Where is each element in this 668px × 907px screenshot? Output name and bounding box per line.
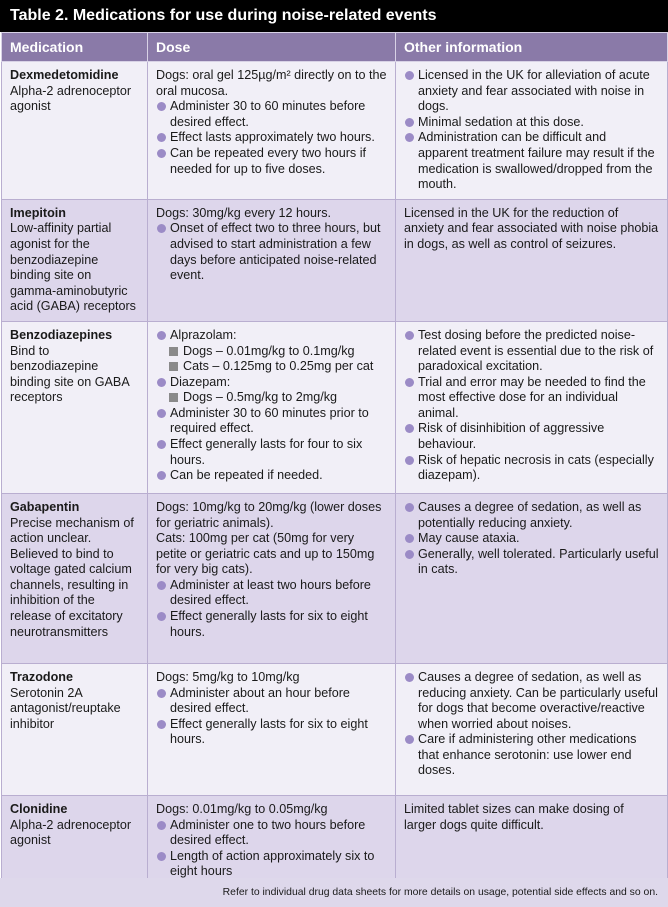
header-medication: Medication xyxy=(2,33,148,62)
bullet-item: Effect lasts approximately two hours. xyxy=(156,130,387,146)
medication-cell xyxy=(2,663,148,795)
info-cell xyxy=(396,493,668,663)
medication-cell xyxy=(2,795,148,886)
header-dose: Dose xyxy=(148,33,396,62)
info-cell xyxy=(396,321,668,493)
bullet-item: Can be repeated if needed. xyxy=(156,468,387,484)
header-row xyxy=(2,33,668,62)
bullet-item: Administer at least two hours before desired effect. xyxy=(156,578,387,609)
header-other-information: Other information xyxy=(396,33,668,62)
bullet-item: Effect generally lasts for six to eight hours. xyxy=(156,717,387,748)
medications-table xyxy=(1,32,668,887)
drug-name: Dexmedetomidine xyxy=(10,68,119,82)
bullet-item: Can be repeated every two hours if needed for up to five doses. xyxy=(156,146,387,177)
drug-mechanism: Alpha-2 adrenoceptor agonist xyxy=(10,83,132,114)
drug-mechanism: Serotonin 2A antagonist/reuptake inhibitor xyxy=(10,685,121,731)
dose-cell xyxy=(148,199,396,321)
bullet-item: Trial and error may be needed to find the most effective dose for an individual animal. xyxy=(404,375,659,422)
drug-mechanism: Bind to benzodiazepine binding site on GABA receptors xyxy=(10,343,130,405)
footer-note: Refer to individual drug data sheets for more details on usage, potential side effects and so on. xyxy=(0,878,668,907)
dose-cell xyxy=(148,62,396,200)
table-row xyxy=(2,795,668,886)
drug-mechanism: Low-affinity partial agonist for the benzodiazepine binding site on gamma-aminobutyric acid (GABA) receptors xyxy=(10,221,136,314)
table-row xyxy=(2,493,668,663)
bullet-item: Alprazolam: xyxy=(156,328,387,344)
dose-cell xyxy=(148,493,396,663)
table-row xyxy=(2,663,668,795)
text-line: Dogs: 5mg/kg to 10mg/kg xyxy=(156,669,300,684)
bullet-item: Administration can be difficult and apparent treatment failure may result if the medication is swallowed/dropped from the mouth. xyxy=(404,130,659,192)
bullet-item: Risk of hepatic necrosis in cats (especially diazepam). xyxy=(404,453,659,484)
drug-name: Imepitoin xyxy=(10,205,66,220)
sub-bullet-item: Dogs – 0.5mg/kg to 2mg/kg xyxy=(156,390,387,406)
medication-cell xyxy=(2,493,148,663)
table-row xyxy=(2,321,668,493)
drug-name: Gabapentin xyxy=(10,499,80,514)
text-line: Dogs: oral gel 125µg/m² directly on to the oral mucosa. xyxy=(156,68,387,98)
bullet-item: Effect generally lasts for four to six hours. xyxy=(156,437,387,468)
dose-cell xyxy=(148,663,396,795)
bullet-item: Minimal sedation at this dose. xyxy=(404,115,659,131)
medication-cell xyxy=(2,199,148,321)
bullet-item: Generally, well tolerated. Particularly useful in cats. xyxy=(404,547,659,578)
sub-bullet-item: Cats – 0.125mg to 0.25mg per cat xyxy=(156,359,387,375)
bullet-item: May cause ataxia. xyxy=(404,531,659,547)
text-line: Dogs: 10mg/kg to 20mg/kg (lower doses for geriatric animals). xyxy=(156,499,382,530)
bullet-item: Administer about an hour before desired effect. xyxy=(156,686,387,717)
table-row xyxy=(2,62,668,200)
medication-cell xyxy=(2,321,148,493)
info-cell xyxy=(396,795,668,886)
bullet-item: Causes a degree of sedation, as well as reducing anxiety. Can be particularly useful for dogs that become overactive/reactive when worried about noises. xyxy=(404,670,659,732)
bullet-item: Onset of effect two to three hours, but advised to start administration a few days before anticipated noise-related event. xyxy=(156,221,387,283)
drug-mechanism: Precise mechanism of action unclear. Believed to bind to voltage gated calcium channels, resulting in inhibition of the release of excitatory neurotransmitters xyxy=(10,515,134,639)
bullet-item: Administer one to two hours before desired effect. xyxy=(156,818,387,849)
drug-name: Benzodiazepines xyxy=(10,327,113,342)
medication-cell xyxy=(2,62,148,200)
bullet-item: Length of action approximately six to eight hours xyxy=(156,849,387,880)
bullet-item: Risk of disinhibition of aggressive behaviour. xyxy=(404,421,659,452)
table-title-text: Medications for use during noise-related events xyxy=(72,7,437,24)
bullet-item: Administer 30 to 60 minutes before desired effect. xyxy=(156,99,387,130)
dose-cell xyxy=(148,321,396,493)
table-title xyxy=(0,0,668,32)
bullet-item: Care if administering other medications that enhance serotonin: use lower end doses. xyxy=(404,732,659,779)
drug-name: Clonidine xyxy=(10,801,68,816)
text-line: Cats: 100mg per cat (50mg for very petite or geriatric cats and up to 150mg for very big cats). xyxy=(156,531,375,577)
table-number: Table 2. xyxy=(10,7,69,24)
bullet-item: Effect generally lasts for six to eight hours. xyxy=(156,609,387,640)
info-cell xyxy=(396,62,668,200)
bullet-item: Test dosing before the predicted noise-related event is essential due to the risk of paradoxical excitation. xyxy=(404,328,659,375)
bullet-item: Diazepam: xyxy=(156,375,387,391)
sub-bullet-item: Dogs – 0.01mg/kg to 0.1mg/kg xyxy=(156,344,387,360)
bullet-item: Licensed in the UK for alleviation of acute anxiety and fear associated with noise in dogs. xyxy=(404,68,659,115)
text-line: Limited tablet sizes can make dosing of larger dogs quite difficult. xyxy=(404,801,624,832)
text-line: Dogs: 0.01mg/kg to 0.05mg/kg xyxy=(156,801,328,816)
text-line: Dogs: 30mg/kg every 12 hours. xyxy=(156,205,332,220)
drug-name: Trazodone xyxy=(10,669,73,684)
info-cell xyxy=(396,663,668,795)
table-row xyxy=(2,199,668,321)
info-cell xyxy=(396,199,668,321)
bullet-item: Administer 30 to 60 minutes prior to required effect. xyxy=(156,406,387,437)
drug-mechanism: Alpha-2 adrenoceptor agonist xyxy=(10,817,132,848)
text-line: Licensed in the UK for the reduction of anxiety and fear associated with noise phobia in dogs, as well as control of seizures. xyxy=(404,205,659,251)
dose-cell xyxy=(148,795,396,886)
bullet-item: Causes a degree of sedation, as well as potentially reducing anxiety. xyxy=(404,500,659,531)
